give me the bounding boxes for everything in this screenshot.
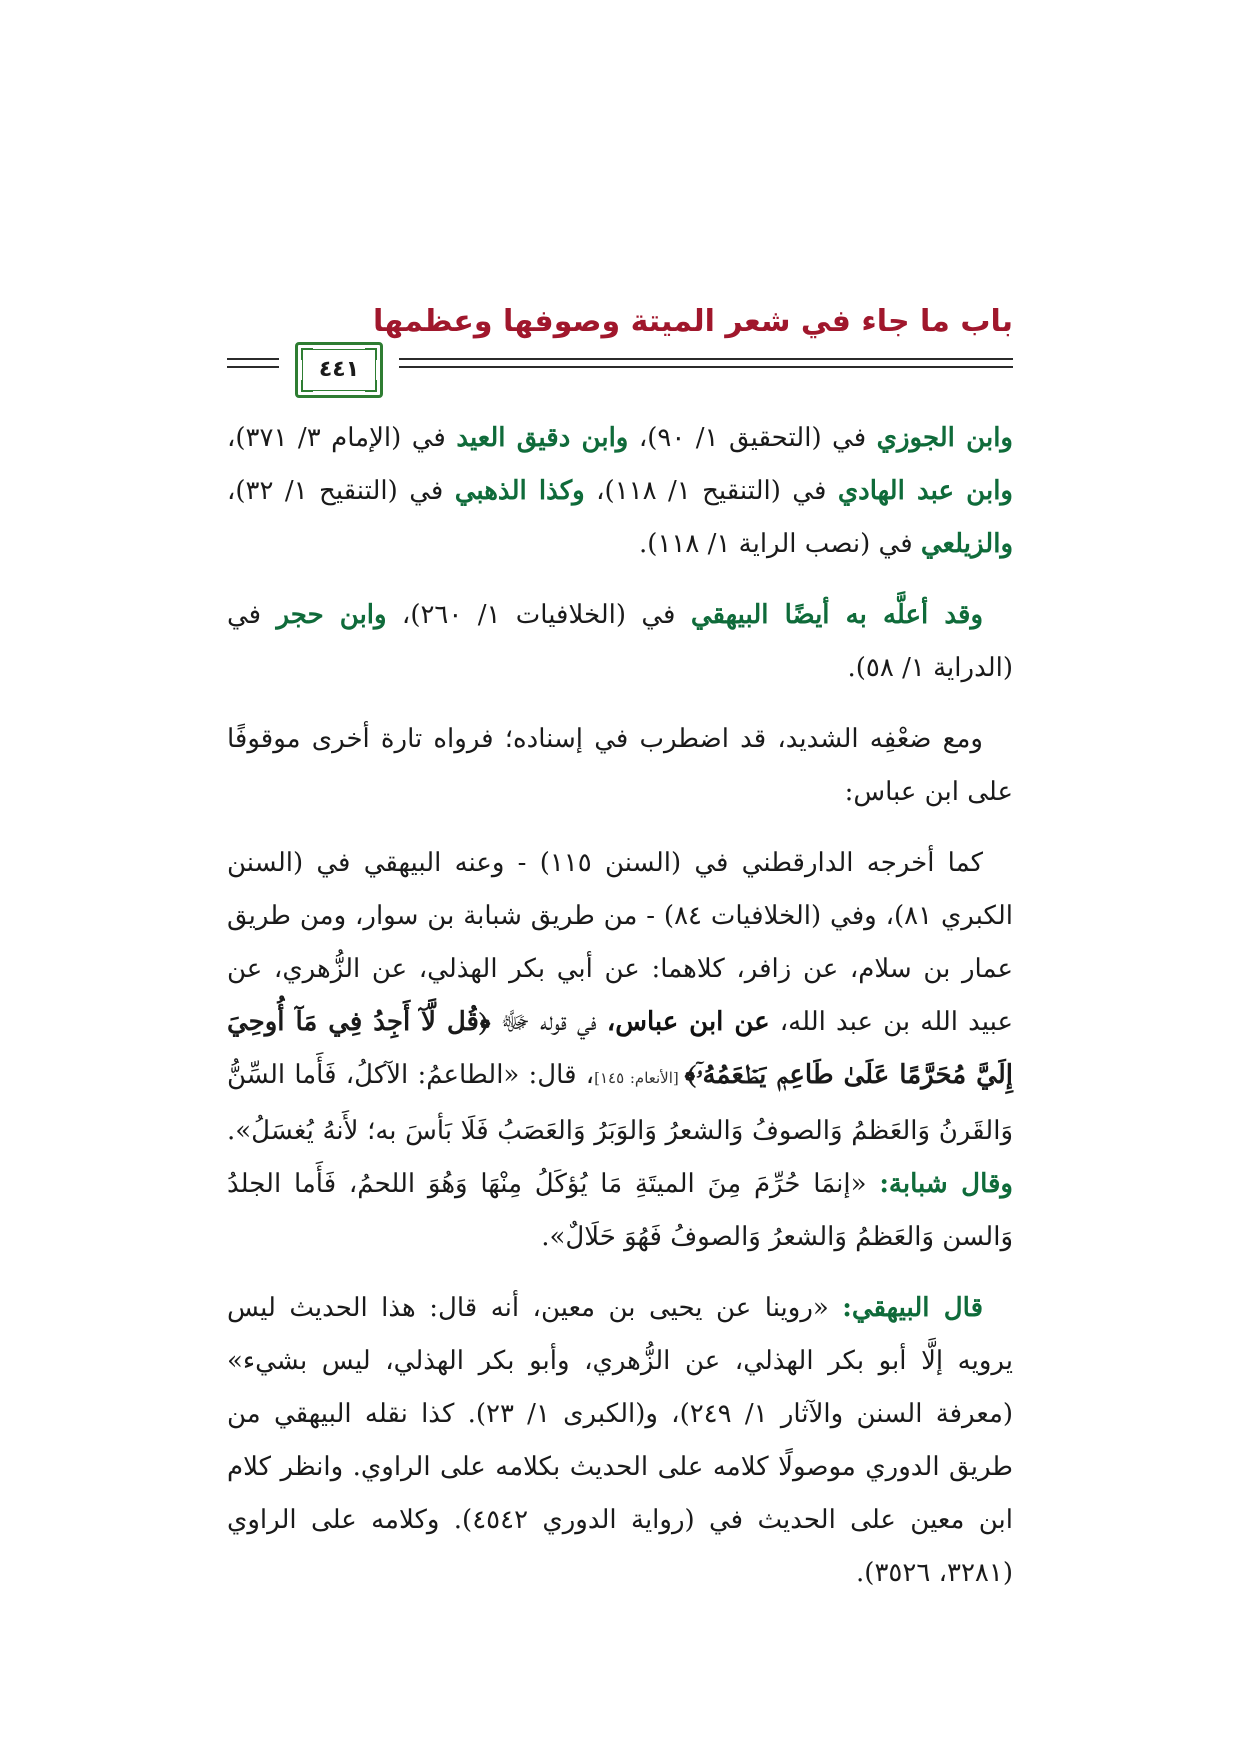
paragraph-5 xyxy=(227,1282,1013,1600)
scholar-name: والزيلعي xyxy=(920,529,1013,559)
page-number-badge xyxy=(295,342,383,398)
quran-verse: ﴿قُل لَّآ أَجِدُ فِي مَآ أُوحِيَ إِلَيَّ مُحَرَّمًا عَلَىٰ طَاعِمٖ يَطۡعَمُهُۥٓ﴾ xyxy=(227,1007,1013,1090)
paragraph-2 xyxy=(227,589,1013,695)
paragraph-text: «إنمَا حُرِّمَ مِنَ الميتَةِ مَا يُؤكَلُ مِنْهَا وَهُوَ اللحمُ، فَأَما الجلدُ وَالسن وَالعَظمُ وَالشعرُ وَالصوفُ فَهُوَ حَلَالٌ». xyxy=(227,1169,1013,1252)
page-body xyxy=(227,412,1013,1618)
chapter-title: باب ما جاء في شعر الميتة وصوفها وعظمها xyxy=(373,304,1013,339)
citation-text: في (الخلافيات ١/ ٢٦٠)، xyxy=(386,600,691,630)
paragraph-text: كما أخرجه الدارقطني في (السنن ١١٥) - وعنه البيهقي في (السنن الكبري ٨١)، وفي (الخلافيات ٨٤) - من طريق شبابة بن سوار، ومن طريق عمار بن سلام، عن زافر، كلاهما: عن أبي بكر الهذلي، عن الزُّهري، عن عبيد الله بن عبد الله، xyxy=(227,848,1013,1037)
scholar-name: وكذا الذهبي xyxy=(454,476,585,506)
paragraph-text: ومع ضعْفِه الشديد، قد اضطرب في إسناده؛ فرواه تارة أخرى موقوفًا على ابن عباس: xyxy=(227,724,1013,807)
page-header xyxy=(227,300,1013,412)
citation-text: في (التنقيح ١/ ٣٢)، xyxy=(227,476,455,506)
scholar-name: وابن دقيق العيد xyxy=(456,423,629,453)
citation-text: في (التحقيق ١/ ٩٠)، xyxy=(628,423,877,453)
paragraph-text: في قوله ﷻ xyxy=(490,1007,607,1037)
header-rule-left-top xyxy=(227,358,279,360)
header-rule-left-bottom xyxy=(227,366,279,368)
header-rule-right-bottom xyxy=(399,366,1013,368)
citation-text: في (الدراية ١/ ٥٨). xyxy=(227,600,1013,683)
citation-text: في (التنقيح ١/ ١١٨)، xyxy=(584,476,838,506)
paragraph-4 xyxy=(227,837,1013,1264)
narrator-name: عن ابن عباس، xyxy=(606,1007,770,1037)
paragraph-text: ، قال: «الطاعمُ: الآكلُ، فَأَما السِّنُّ وَالقَرنُ وَالعَظمُ وَالصوفُ وَالشعرُ وَالوَبَرُ وَالعَصَبُ فَلَا بَأسَ به؛ لأَنهُ يُغسَلُ». xyxy=(227,1060,1013,1146)
paragraph-text: «روينا عن يحيى بن معين، أنه قال: هذا الحديث ليس يرويه إلَّا أبو بكر الهذلي، عن الزُّهري، وأبو بكر الهذلي، ليس بشيء» (معرفة السنن والآثار ١/ ٢٤٩)، و(الكبرى ١/ ٢٣). كذا نقله البيهقي من طريق الدوري موصولًا كلامه على الحديث بكلامه على الراوي. وانظر كلام ابن معين على الحديث في (رواية الدوري ٤٥٤٢). وكلامه على الراوي (٣٢٨١، ٣٥٢٦). xyxy=(227,1293,1014,1588)
citation-text: في (الإمام ٣/ ٣٧١)، xyxy=(227,423,457,453)
paragraph-3 xyxy=(227,713,1013,819)
page-number: ٤٤١ xyxy=(318,357,360,382)
citation-text: في (نصب الراية ١/ ١١٨). xyxy=(639,529,921,559)
scholar-name: قال البيهقي: xyxy=(842,1293,983,1323)
scholar-name: وابن عبد الهادي xyxy=(837,476,1013,506)
scholar-name: وقال شبابة: xyxy=(879,1169,1013,1199)
header-rule-right-top xyxy=(399,358,1013,360)
scholar-name: وابن الجوزي xyxy=(876,423,1013,453)
verse-reference: [الأنعام: ١٤٥] xyxy=(594,1069,685,1087)
scholar-name: وابن حجر xyxy=(276,600,387,630)
paragraph-1 xyxy=(227,412,1013,571)
scholar-name: وقد أعلَّه به أيضًا البيهقي xyxy=(690,600,983,630)
